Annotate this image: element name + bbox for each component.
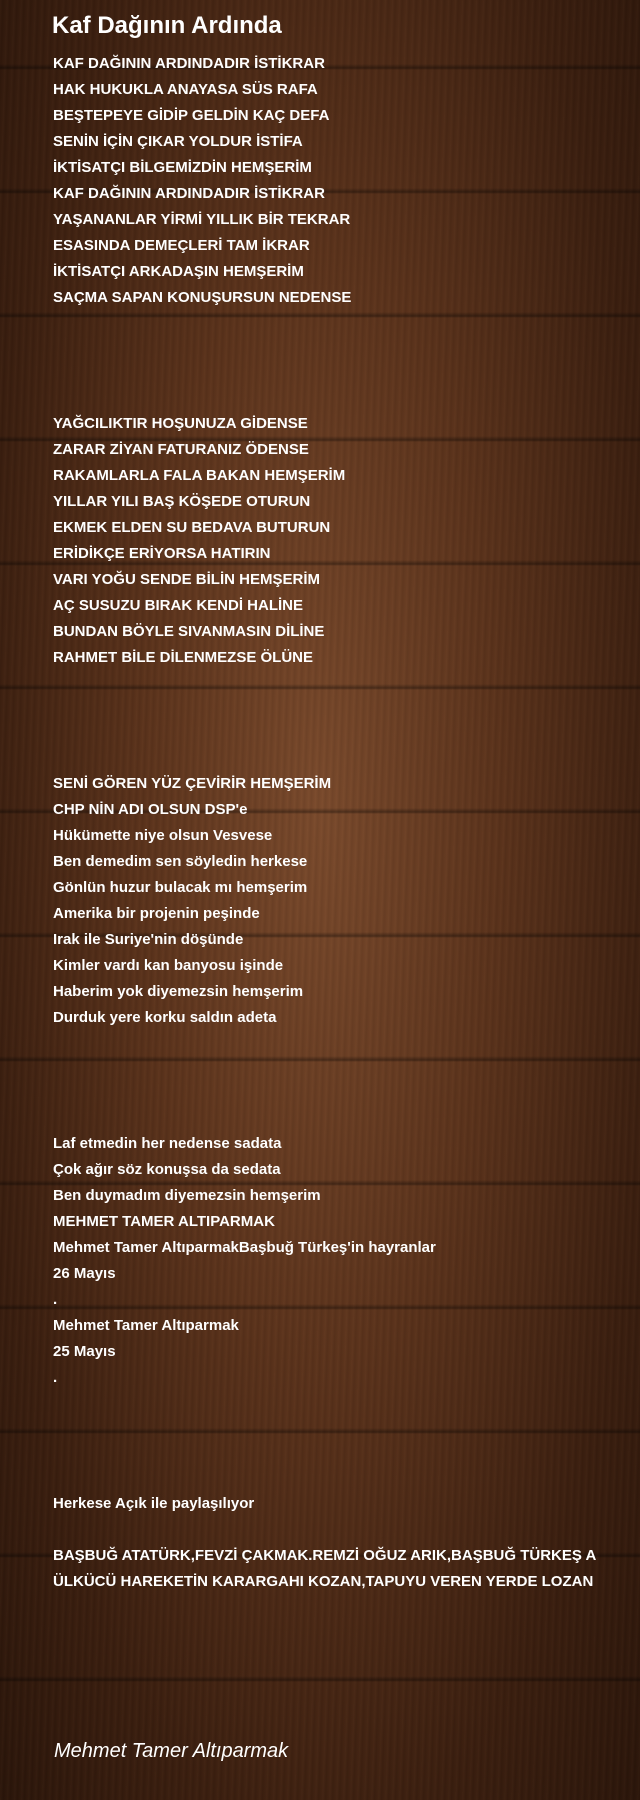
- poem-line: ESASINDA DEMEÇLERİ TAM İKRAR: [53, 237, 310, 254]
- poem-line: BAŞBUĞ ATATÜRK,FEVZİ ÇAKMAK.REMZİ OĞUZ ARIK,BAŞBUĞ TÜRKEŞ A: [53, 1547, 597, 1564]
- poem-line: ERİDİKÇE ERİYORSA HATIRIN: [53, 545, 271, 562]
- poem-line: SENİN İÇİN ÇIKAR YOLDUR İSTİFA: [53, 133, 303, 150]
- poem-line: KAF DAĞININ ARDINDADIR İSTİKRAR: [53, 55, 325, 72]
- poem-line: VARI YOĞU SENDE BİLİN HEMŞERİM: [53, 571, 320, 588]
- author-signature: Mehmet Tamer Altıparmak: [54, 1740, 289, 1762]
- poem-line: Gönlün huzur bulacak mı hemşerim: [53, 879, 308, 896]
- poem-line: YAŞANANLAR YİRMİ YILLIK BİR TEKRAR: [53, 211, 351, 228]
- poem-line: Haberim yok diyemezsin hemşerim: [53, 983, 304, 1000]
- poem-line: Çok ağır söz konuşsa da sedata: [53, 1161, 281, 1178]
- poem-line: .: [53, 1291, 58, 1308]
- poem-line: Mehmet Tamer AltıparmakBaşbuğ Türkeş'in hayranlar: [53, 1239, 436, 1256]
- poem-line: Ben demedim sen söyledin herkese: [53, 853, 308, 870]
- poem-line: RAHMET BİLE DİLENMEZSE ÖLÜNE: [53, 649, 314, 666]
- poem-line: MEHMET TAMER ALTIPARMAK: [53, 1213, 275, 1230]
- poem-line: AÇ SUSUZU BIRAK KENDİ HALİNE: [53, 597, 304, 614]
- poem-line: Ben duymadım diyemezsin hemşerim: [53, 1187, 321, 1204]
- share-note: Herkese Açık ile paylaşılıyor: [53, 1495, 255, 1512]
- poem-line: SAÇMA SAPAN KONUŞURSUN NEDENSE: [53, 289, 352, 306]
- poem-line: Irak ile Suriye'nin döşünde: [53, 931, 244, 948]
- poem-line: Kimler vardı kan banyosu işinde: [53, 957, 284, 974]
- poem-line: RAKAMLARLA FALA BAKAN HEMŞERİM: [53, 467, 346, 484]
- poem-line: HAK HUKUKLA ANAYASA SÜS RAFA: [53, 81, 318, 98]
- poem-line: Amerika bir projenin peşinde: [53, 905, 260, 922]
- poem-line: Mehmet Tamer Altıparmak: [53, 1317, 239, 1334]
- poem-line: YILLAR YILI BAŞ KÖŞEDE OTURUN: [53, 493, 311, 510]
- poem-line: SENİ GÖREN YÜZ ÇEVİRİR HEMŞERİM: [53, 775, 332, 792]
- poem-line: 26 Mayıs: [53, 1265, 116, 1282]
- poem-line: BUNDAN BÖYLE SIVANMASIN DİLİNE: [53, 623, 325, 640]
- poem-line: ZARAR ZİYAN FATURANIZ ÖDENSE: [53, 441, 309, 458]
- poem-line: .: [53, 1369, 58, 1386]
- poem-line: Laf etmedin her nedense sadata: [53, 1135, 282, 1152]
- poem-line: KAF DAĞININ ARDINDADIR İSTİKRAR: [53, 185, 325, 202]
- poem-line: CHP NİN ADI OLSUN DSP'e: [53, 801, 248, 818]
- poem-line: İKTİSATÇI ARKADAŞIN HEMŞERİM: [53, 263, 304, 280]
- poem-line: Durduk yere korku saldın adeta: [53, 1009, 277, 1026]
- poem-title: Kaf Dağının Ardında: [52, 12, 282, 39]
- poem-line: 25 Mayıs: [53, 1343, 116, 1360]
- poem-line: BEŞTEPEYE GİDİP GELDİN KAÇ DEFA: [53, 107, 330, 124]
- poem-line: EKMEK ELDEN SU BEDAVA BUTURUN: [53, 519, 331, 536]
- poem-line: Hükümette niye olsun Vesvese: [53, 827, 273, 844]
- poem-line: YAĞCILIKTIR HOŞUNUZA GİDENSE: [53, 415, 308, 432]
- poem-line: ÜLKÜCÜ HAREKETİN KARARGAHI KOZAN,TAPUYU VEREN YERDE LOZAN: [53, 1573, 594, 1590]
- poem-line: İKTİSATÇI BİLGEMİZDİN HEMŞERİM: [53, 159, 312, 176]
